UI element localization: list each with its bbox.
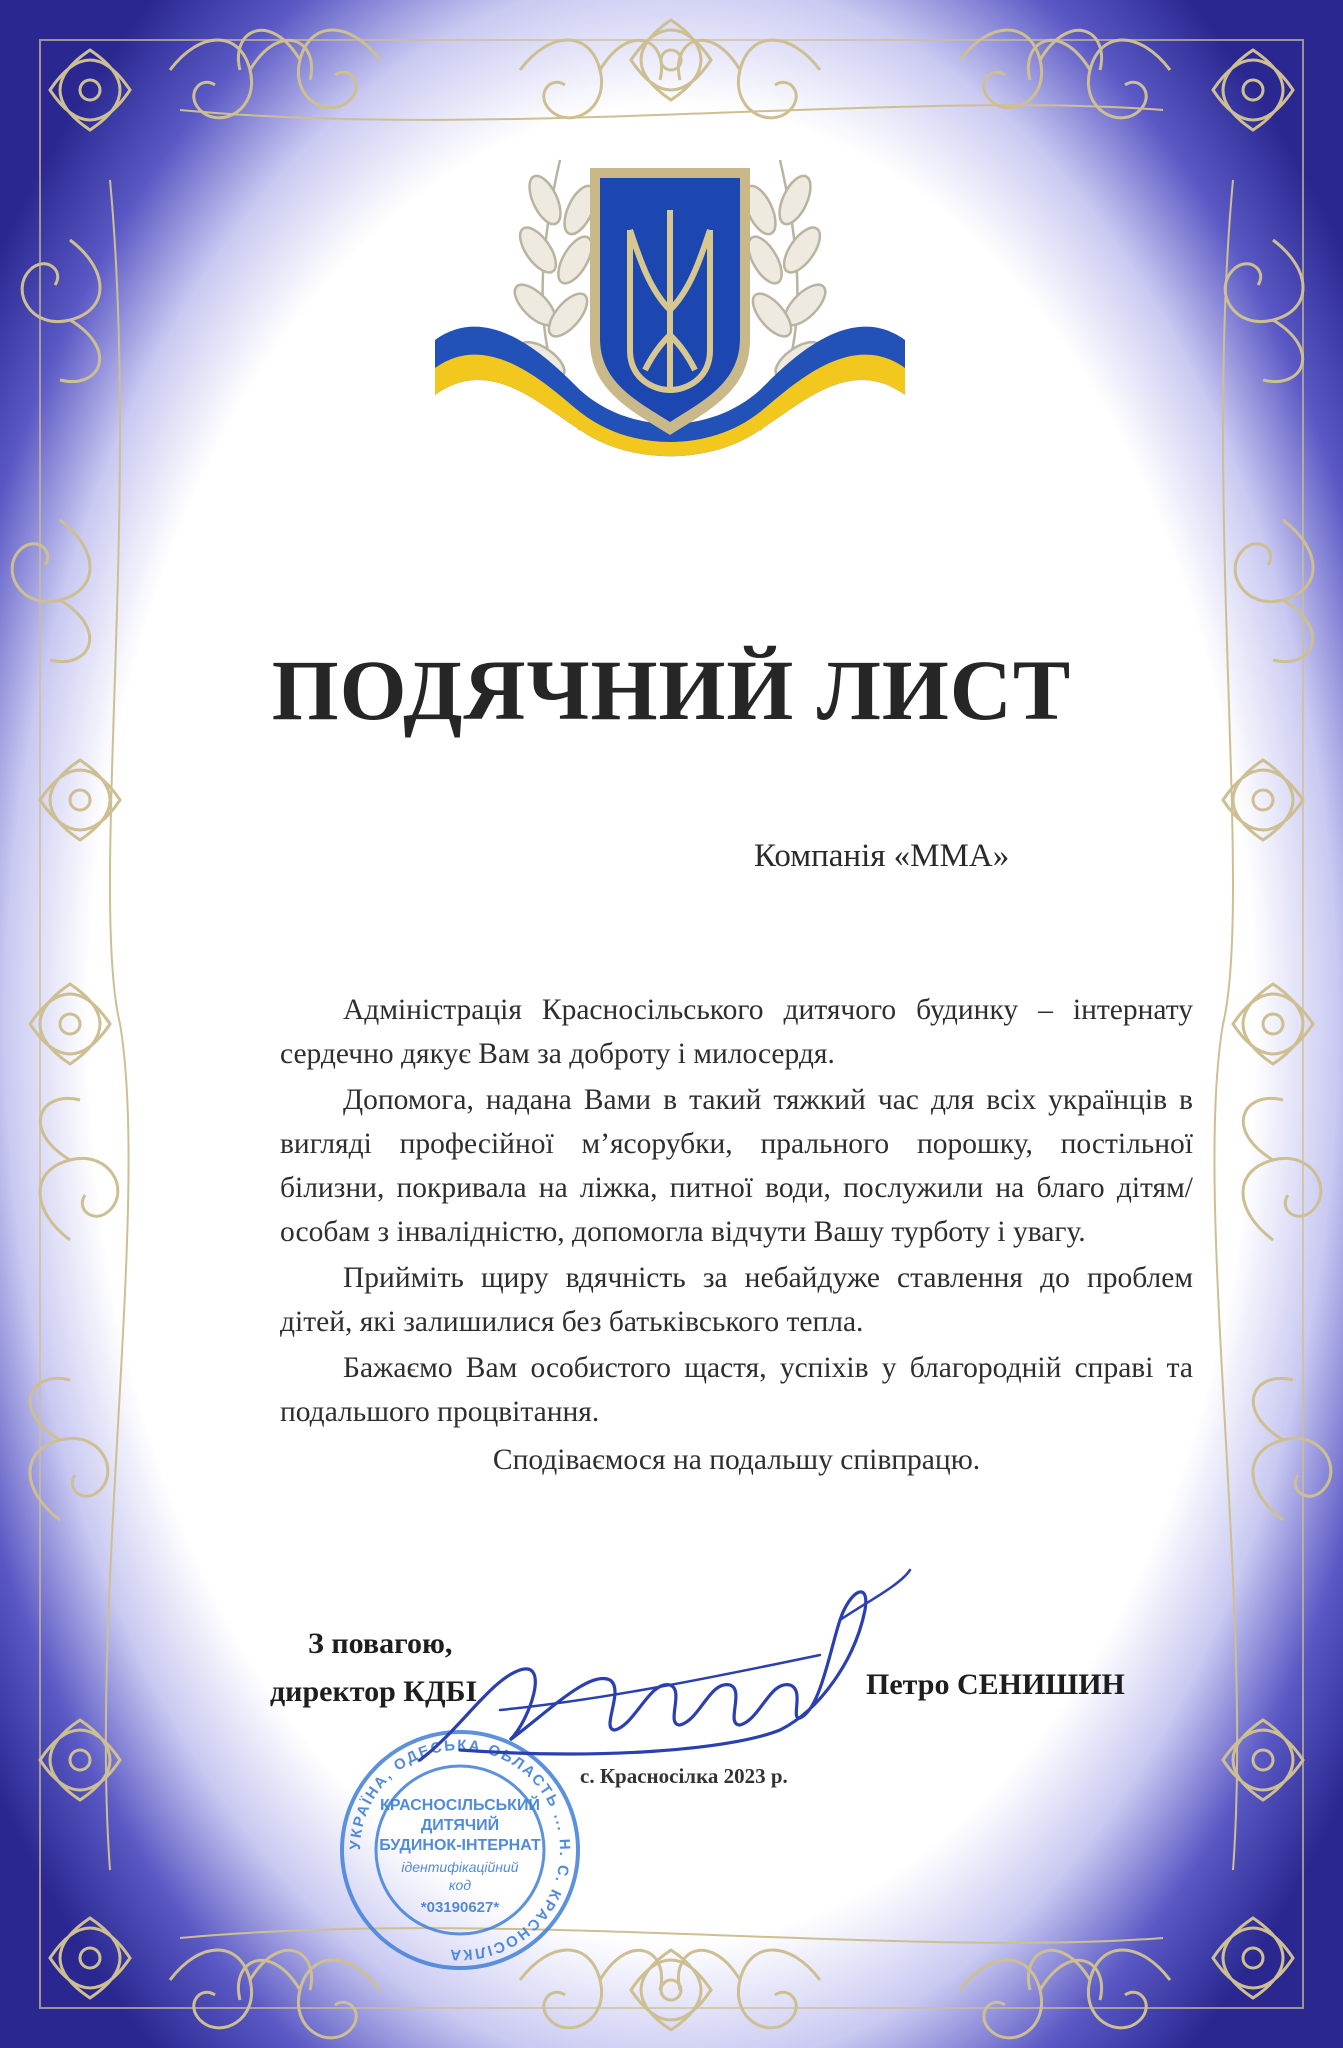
handwritten-signature — [400, 1560, 920, 1790]
recipient: Компанія «ММА» — [754, 838, 1010, 874]
signatory-name: Петро СЕНИШИН — [866, 1668, 1125, 1701]
letter-body — [280, 988, 1193, 1484]
stamp-line: БУДИНОК-ІНТЕРНАТ — [379, 1837, 541, 1854]
position: директор КДБІ — [270, 1675, 478, 1708]
paragraph: Допомога, надана Вами в такий тяжкий час для всіх українців в вигляді професійної м’ясорубки, прального порошку, постільної білизни, покривала на ліжка, питної води, послужили на благо дітям/особам з інвалідністю, допомогла відчути Вашу турботу і увагу. — [280, 1084, 1193, 1248]
document-title: ПОДЯЧНИЙ ЛИСТ — [271, 642, 1072, 738]
regards: З повагою, — [308, 1627, 453, 1660]
stamp-line: код — [448, 1877, 472, 1893]
paragraph: Адміністрація Красносільського дитячого будинку – інтернату сердечно дякує Вам за доброту і милосердя. — [280, 994, 1193, 1070]
place-date: с. Красносілка 2023 р. — [580, 1764, 788, 1788]
stamp-line: ідентифікаційний — [401, 1859, 519, 1875]
stamp-ring-text: УКРАЇНА, ОДЕСЬКА ОБЛАСТЬ ... Н. С. КРАСНОСІЛКА — [346, 1736, 574, 1964]
stamp-line: ДИТЯЧИЙ — [420, 1817, 500, 1834]
trident-coat-of-arms-icon — [430, 140, 910, 480]
stamp-line: *03190627* — [420, 1899, 500, 1916]
closing-line: Сподіваємося на подальшу співпрацю. — [492, 1444, 981, 1476]
paragraph: Прийміть щиру вдячність за небайдуже ставлення до проблем дітей, які залишилися без батьківського тепла. — [280, 1262, 1193, 1338]
paragraph: Бажаємо Вам особистого щастя, успіхів у благородній справі та подальшого процвітання. — [280, 1352, 1193, 1428]
stamp-line: КРАСНОСІЛЬСЬКИЙ — [380, 1797, 540, 1814]
